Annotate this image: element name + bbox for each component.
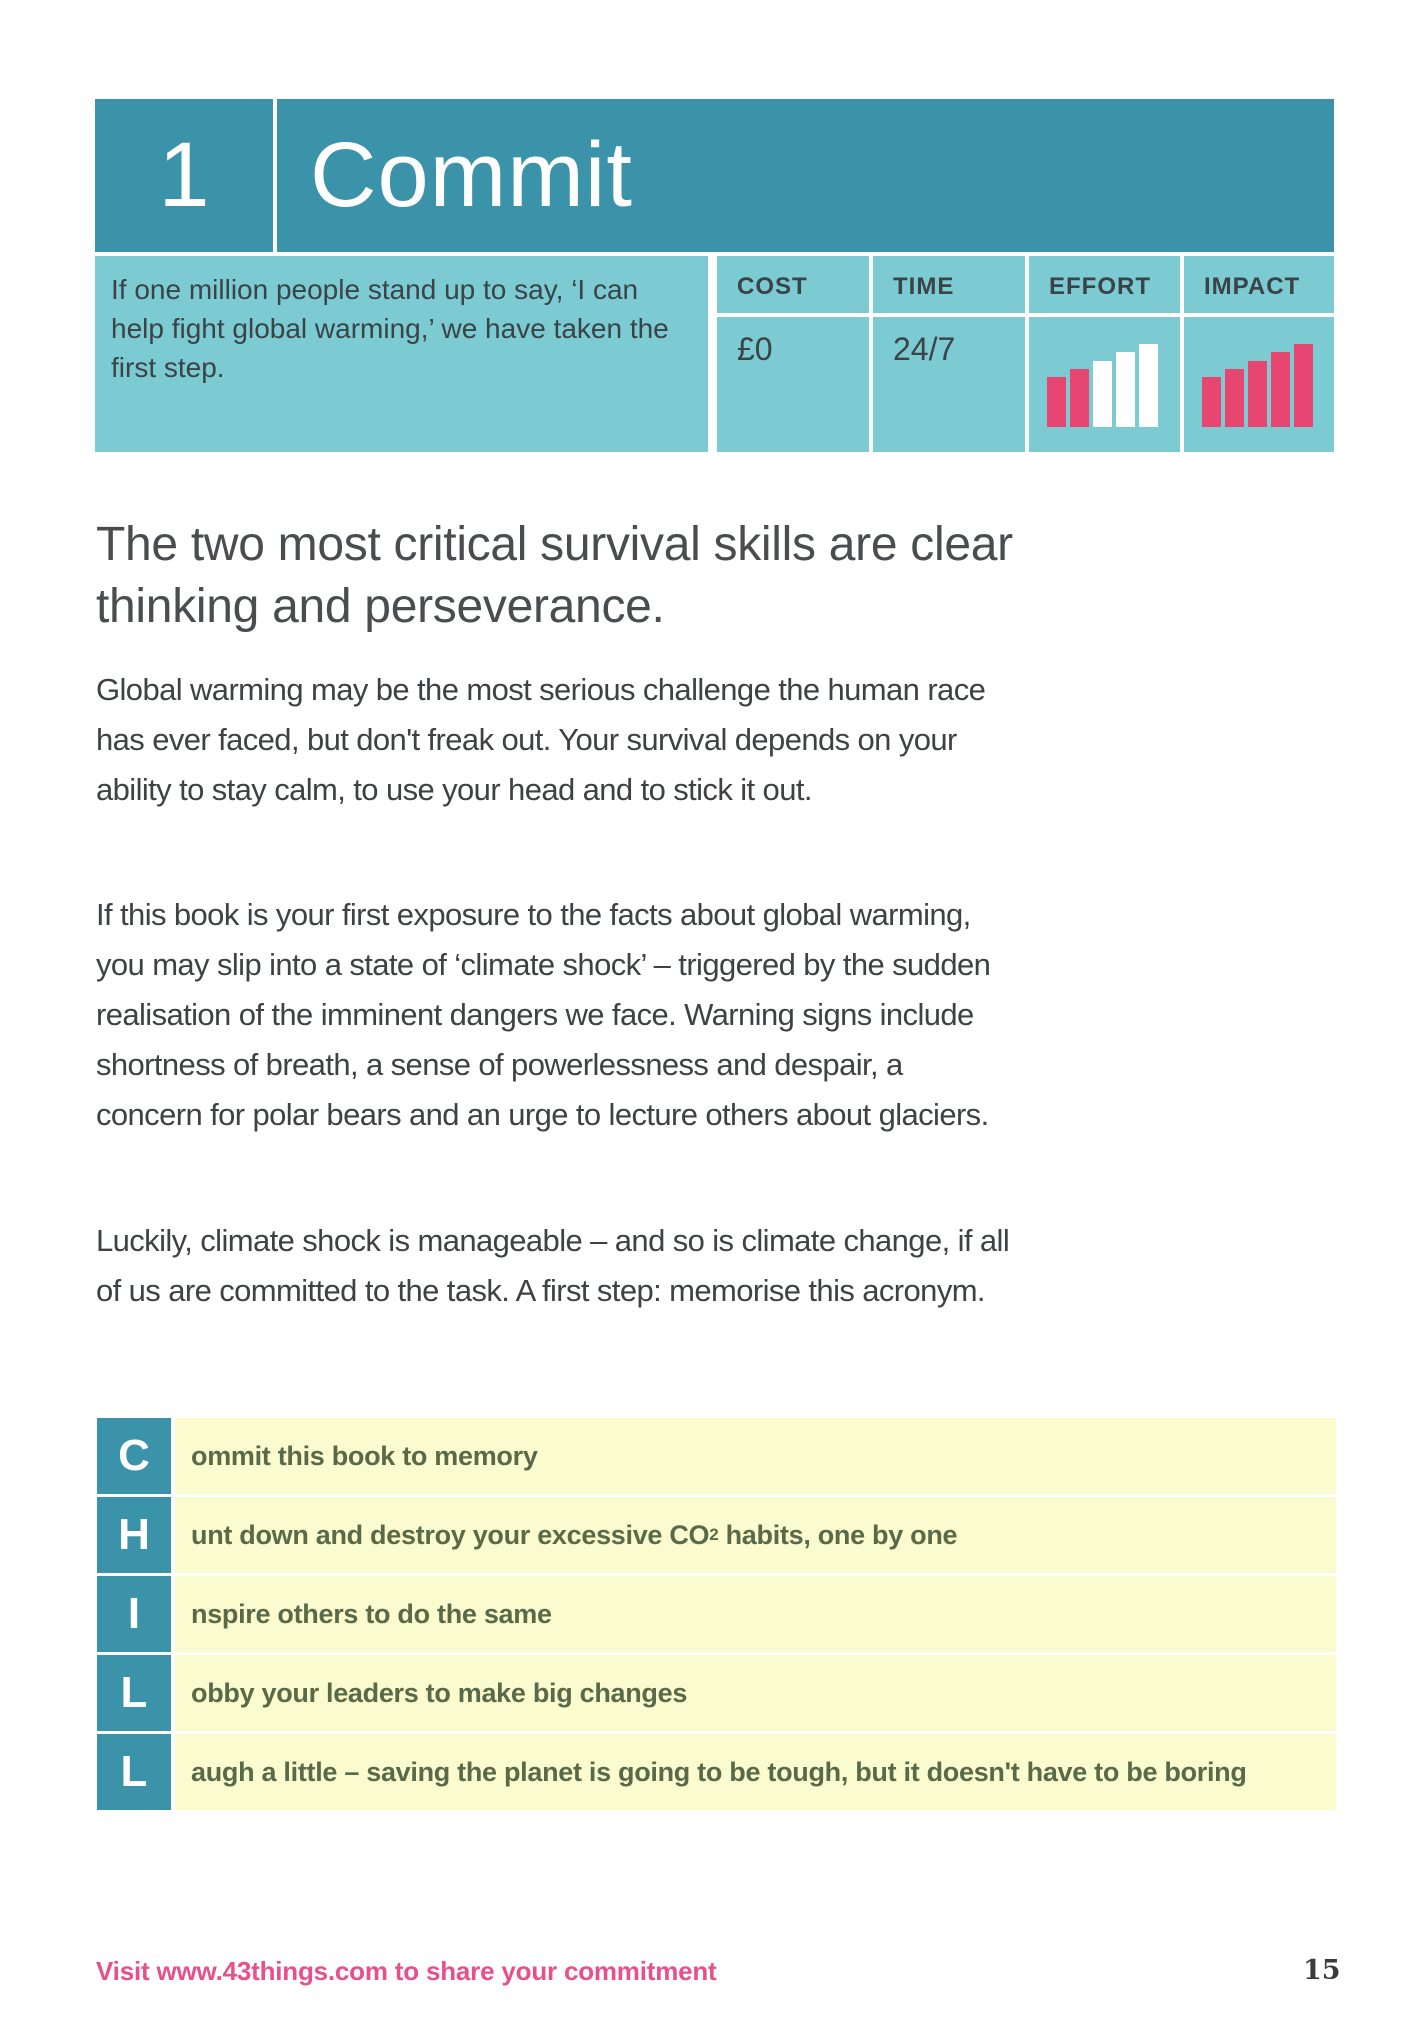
- footer-link[interactable]: Visit www.43things.com to share your commitment: [96, 1956, 717, 1986]
- rating-bar: [1047, 377, 1066, 427]
- acronym-text: augh a little – saving the planet is going to be tough, but it doesn't have to be boring: [175, 1734, 1336, 1810]
- rating-bar: [1093, 361, 1112, 427]
- acronym-row-i: [97, 1576, 1336, 1652]
- acronym-letter: I: [97, 1576, 171, 1652]
- acronym-letter: L: [97, 1734, 171, 1810]
- impact-meter: [1184, 317, 1334, 452]
- effort-label: EFFORT: [1029, 256, 1180, 313]
- chapter-number: 1: [158, 124, 210, 226]
- page-number: 15: [1303, 1955, 1341, 1986]
- effort-bar-icon: [1047, 344, 1158, 427]
- rating-bar: [1271, 352, 1290, 427]
- intro-quote: If one million people stand up to say, ‘I can help fight global warming,’ we have taken the first step.: [95, 256, 708, 452]
- acronym-text: ommit this book to memory: [175, 1418, 1336, 1494]
- chill-acronym-list: [97, 1418, 1336, 1813]
- cost-label: COST: [717, 256, 869, 313]
- cost-value: £0: [717, 317, 869, 452]
- time-value: 24/7: [873, 317, 1025, 452]
- rating-bar: [1116, 352, 1135, 427]
- acronym-letter: H: [97, 1497, 171, 1573]
- acronym-letter: C: [97, 1418, 171, 1494]
- impact-label: IMPACT: [1184, 256, 1334, 313]
- rating-bar: [1248, 361, 1267, 427]
- rating-bar: [1139, 344, 1158, 427]
- acronym-text: obby your leaders to make big changes: [175, 1655, 1336, 1731]
- chapter-title: Commit: [310, 124, 633, 226]
- acronym-row-c: [97, 1418, 1336, 1494]
- effort-meter: [1029, 317, 1180, 452]
- acronym-text: nspire others to do the same: [175, 1576, 1336, 1652]
- rating-bar: [1225, 369, 1244, 427]
- rating-bar: [1070, 369, 1089, 427]
- impact-bar-icon: [1202, 344, 1313, 427]
- acronym-row-l2: [97, 1734, 1336, 1810]
- acronym-text: unt down and destroy your excessive CO 2 habits, one by one: [175, 1497, 1336, 1573]
- paragraph-2: If this book is your first exposure to the facts about global warming, you may slip into a state of ‘climate shock’ – triggered by the sudden realisation of the imminent dangers we face. Warning signs include shortness of breath, a sense of powerlessness and despair, a concern for polar bears and an urge to lecture others about glaciers.: [96, 897, 991, 1132]
- rating-bar: [1294, 344, 1313, 427]
- paragraph-1: Global warming may be the most serious challenge the human race has ever faced, but don't freak out. Your survival depends on your ability to stay calm, to use your head and to stick it out.: [96, 672, 986, 807]
- acronym-row-h: [97, 1497, 1336, 1573]
- time-label: TIME: [873, 256, 1025, 313]
- chapter-header-band: [95, 99, 1334, 252]
- article-headline: The two most critical survival skills are clear thinking and perseverance.: [96, 518, 1013, 633]
- paragraph-3: Luckily, climate shock is manageable – and so is climate change, if all of us are committed to the task. A first step: memorise this acronym.: [96, 1223, 1010, 1308]
- header-divider: [273, 99, 277, 252]
- acronym-row-l1: [97, 1655, 1336, 1731]
- rating-bar: [1202, 377, 1221, 427]
- acronym-letter: L: [97, 1655, 171, 1731]
